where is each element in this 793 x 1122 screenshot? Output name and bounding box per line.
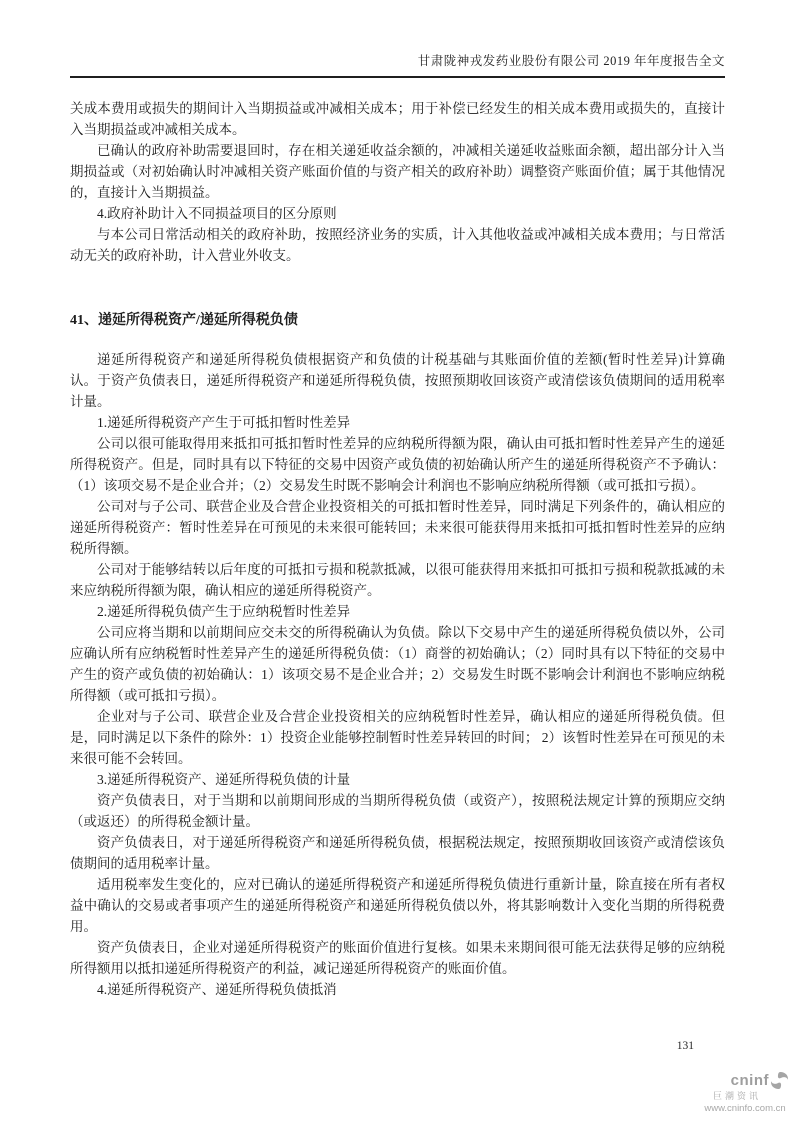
body-paragraph: 资产负债表日，对于递延所得税资产和递延所得税负债，根据税法规定，按照预期收回该资产或清偿该负债期间的适用税率计量。	[70, 835, 725, 871]
list-item-paragraph: 4.递延所得税资产、递延所得税负债抵消	[97, 982, 337, 997]
body-paragraph: 公司对于能够结转以后年度的可抵扣亏损和税款抵减，以很可能获得用来抵扣可抵扣亏损和税款抵减的未来应纳税所得额为限，确认相应的递延所得税资产。	[70, 562, 725, 598]
cninfo-brand-text: cninf	[730, 1071, 769, 1089]
cninfo-chinese-name: 巨潮资讯	[712, 1091, 761, 1101]
body-paragraph: 公司应将当期和以前期间应交未交的所得税确认为负债。除以下交易中产生的递延所得税负债以外，公司应确认所有应纳税暂时性差异产生的递延所得税负债：（1）商誉的初始确认；（2）同时具有以下特征的交易中产生的资产或负债的初始确认：1）该项交易不是企业合并；2）交易发生时既不影响会计利润也不影响应纳税所得额（或可抵扣亏损）。	[70, 625, 725, 703]
cninfo-logo	[701, 1072, 789, 1114]
list-item-paragraph: 3.递延所得税资产、递延所得税负债的计量	[97, 772, 351, 787]
body-paragraph: 公司对与子公司、联营企业及合营企业投资相关的可抵扣暂时性差异，同时满足下列条件的，确认相应的递延所得税资产：暂时性差异在可预见的未来很可能转回；未来很可能获得用来抵扣可抵扣暂时性差异的应纳税所得额。	[70, 499, 725, 556]
body-paragraph: 公司以很可能取得用来抵扣可抵扣暂时性差异的应纳税所得额为限，确认由可抵扣暂时性差异产生的递延所得税资产。但是，同时具有以下特征的交易中因资产或负债的初始确认所产生的递延所得税资产不予确认：（1）该项交易不是企业合并；（2）交易发生时既不影响会计利润也不影响应纳税所得额（或可抵扣亏损）。	[70, 436, 725, 493]
page-header	[70, 0, 725, 78]
body-paragraph: 资产负债表日，对于当期和以前期间形成的当期所得税负债（或资产），按照税法规定计算的预期应交纳（或返还）的所得税金额计量。	[70, 793, 725, 829]
section-heading: 41、递延所得税资产/递延所得税负债	[70, 313, 298, 328]
list-item-paragraph: 2.递延所得税负债产生于应纳税暂时性差异	[97, 604, 351, 619]
body-paragraph: 资产负债表日，企业对递延所得税资产的账面价值进行复核。如果未来期间很可能无法获得足够的应纳税所得额用以抵扣递延所得税资产的利益，减记递延所得税资产的账面价值。	[70, 940, 725, 976]
page-number: 131	[676, 1040, 694, 1052]
body-paragraph: 递延所得税资产和递延所得税负债根据资产和负债的计税基础与其账面价值的差额(暂时性差异)计算确认。于资产负债表日，递延所得税资产和递延所得税负债，按照预期收回该资产或清偿该负债期间的适用税率计量。	[70, 352, 725, 409]
body-paragraph: 适用税率发生变化的，应对已确认的递延所得税资产和递延所得税负债进行重新计量，除直接在所有者权益中确认的交易或者事项产生的递延所得税资产和递延所得税负债以外，将其影响数计入变化当期的所得税费用。	[70, 877, 725, 934]
header-title: 甘肃陇神戎发药业股份有限公司 2019 年年度报告全文	[417, 54, 725, 68]
list-item-paragraph: 4.政府补助计入不同损益项目的区分原则	[97, 206, 337, 221]
body-paragraph: 与本公司日常活动相关的政府补助，按照经济业务的实质，计入其他收益或冲减相关成本费用；与日常活动无关的政府补助，计入营业外收支。	[70, 227, 725, 263]
body-paragraph: 已确认的政府补助需要退回时，存在相关递延收益余额的，冲减相关递延收益账面余额，超出部分计入当期损益或（对初始确认时冲减相关资产账面价值的与资产相关的政府补助）调整资产账面价值；属于其他情况的，直接计入当期损益。	[70, 143, 725, 200]
cninfo-logo-row	[701, 1072, 789, 1089]
document-content	[70, 98, 725, 1000]
cninfo-swirl-icon	[770, 1072, 789, 1089]
list-item-paragraph: 1.递延所得税资产产生于可抵扣暂时性差异	[97, 415, 351, 430]
body-paragraph: 关成本费用或损失的期间计入当期损益或冲减相关成本；用于补偿已经发生的相关成本费用或损失的，直接计入当期损益或冲减相关成本。	[70, 101, 725, 137]
body-paragraph: 企业对与子公司、联营企业及合营企业投资相关的应纳税暂时性差异，确认相应的递延所得税负债。但是，同时满足以下条件的除外：1）投资企业能够控制暂时性差异转回的时间； 2）该暂时性差异在可预见的未来很可能不会转回。	[70, 709, 725, 766]
cninfo-url: www.cninfo.com.cn	[704, 1103, 786, 1114]
